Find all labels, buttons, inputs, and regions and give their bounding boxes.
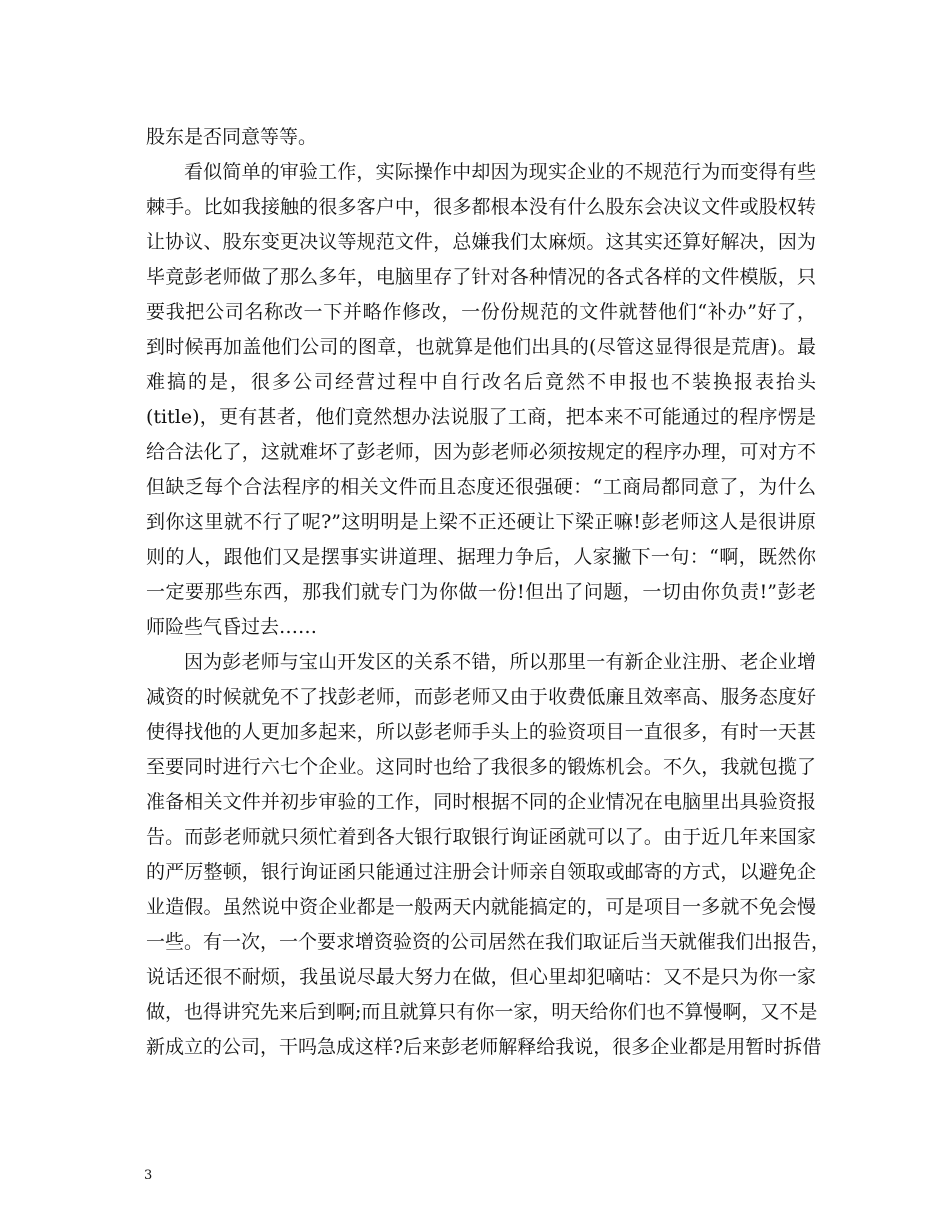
text-line: 说话还很不耐烦，我虽说尽最大努力在做，但心里却犯嘀咕：又不是只为你一家 [146,966,816,988]
text-line: 一些。有一次，一个要求增资验资的公司居然在我们取证后当天就催我们出报告， [146,931,831,953]
text-line: 的严厉整顿，银行询证函只能通过注册会计师亲自领取或邮寄的方式，以避免企 [146,861,816,883]
text-line: 业造假。虽然说中资企业都是一般两天内就能搞定的，可是项目一多就不免会慢 [146,896,816,918]
text-line: 棘手。比如我接触的很多客户中，很多都根本没有什么股东会决议文件或股权转 [146,196,816,218]
text-line: 则的人，跟他们又是摆事实讲道理、据理力争后，人家撇下一句：“啊，既然你 [146,546,816,568]
text-line: 告。而彭老师就只须忙着到各大银行取银行询证函就可以了。由于近几年来国家 [146,826,816,848]
text-line: 难搞的是，很多公司经营过程中自行改名后竟然不申报也不装换报表抬头 [146,371,816,393]
paragraph-first-line: 看似简单的审验工作，实际操作中却因为现实企业的不规范行为而变得有些 [184,161,816,183]
text-line: 毕竟彭老师做了那么多年，电脑里存了针对各种情况的各式各样的文件模版，只 [146,266,816,288]
text-line: 让协议、股东变更决议等规范文件，总嫌我们太麻烦。这其实还算好解决，因为 [146,231,816,253]
paragraph-first-line: 因为彭老师与宝山开发区的关系不错，所以那里一有新企业注册、老企业增 [184,651,816,673]
text-line: 使得找他的人更加多起来，所以彭老师手头上的验资项目一直很多，有时一天甚 [146,721,816,743]
text-line: 做，也得讲究先来后到啊;而且就算只有你一家，明天给你们也不算慢啊，又不是 [146,1001,818,1023]
text-line: 一定要那些东西，那我们就专门为你做一份!但出了问题，一切由你负责!”彭老 [146,581,816,603]
text-line: 股东是否同意等等。 [146,126,318,148]
text-line: 准备相关文件并初步审验的工作，同时根据不同的企业情况在电脑里出具验资报 [146,791,816,813]
text-line: 新成立的公司，干吗急成这样?后来彭老师解释给我说，很多企业都是用暂时拆借 [146,1036,822,1058]
text-line: 给合法化了，这就难坏了彭老师，因为彭老师必须按规定的程序办理，可对方不 [146,441,816,463]
page-number: 3 [144,1168,153,1183]
text-line: 到你这里就不行了呢?”这明明是上梁不正还硬让下梁正嘛!彭老师这人是很讲原 [146,511,816,533]
text-line: 师险些气昏过去…… [146,616,318,638]
text-line: 但缺乏每个合法程序的相关文件而且态度还很强硬：“工商局都同意了，为什么 [146,476,816,498]
text-line: 到时候再加盖他们公司的图章，也就算是他们出具的(尽管这显得很是荒唐)。最 [146,336,816,358]
text-line: 至要同时进行六七个企业。这同时也给了我很多的锻炼机会。不久，我就包揽了 [146,756,816,778]
text-line: 减资的时候就免不了找彭老师，而彭老师又由于收费低廉且效率高、服务态度好 [146,686,816,708]
text-line: (title)，更有甚者，他们竟然想办法说服了工商，把本来不可能通过的程序愣是 [146,406,816,428]
text-line: 要我把公司名称改一下并略作修改，一份份规范的文件就替他们“补办”好了， [146,301,816,323]
